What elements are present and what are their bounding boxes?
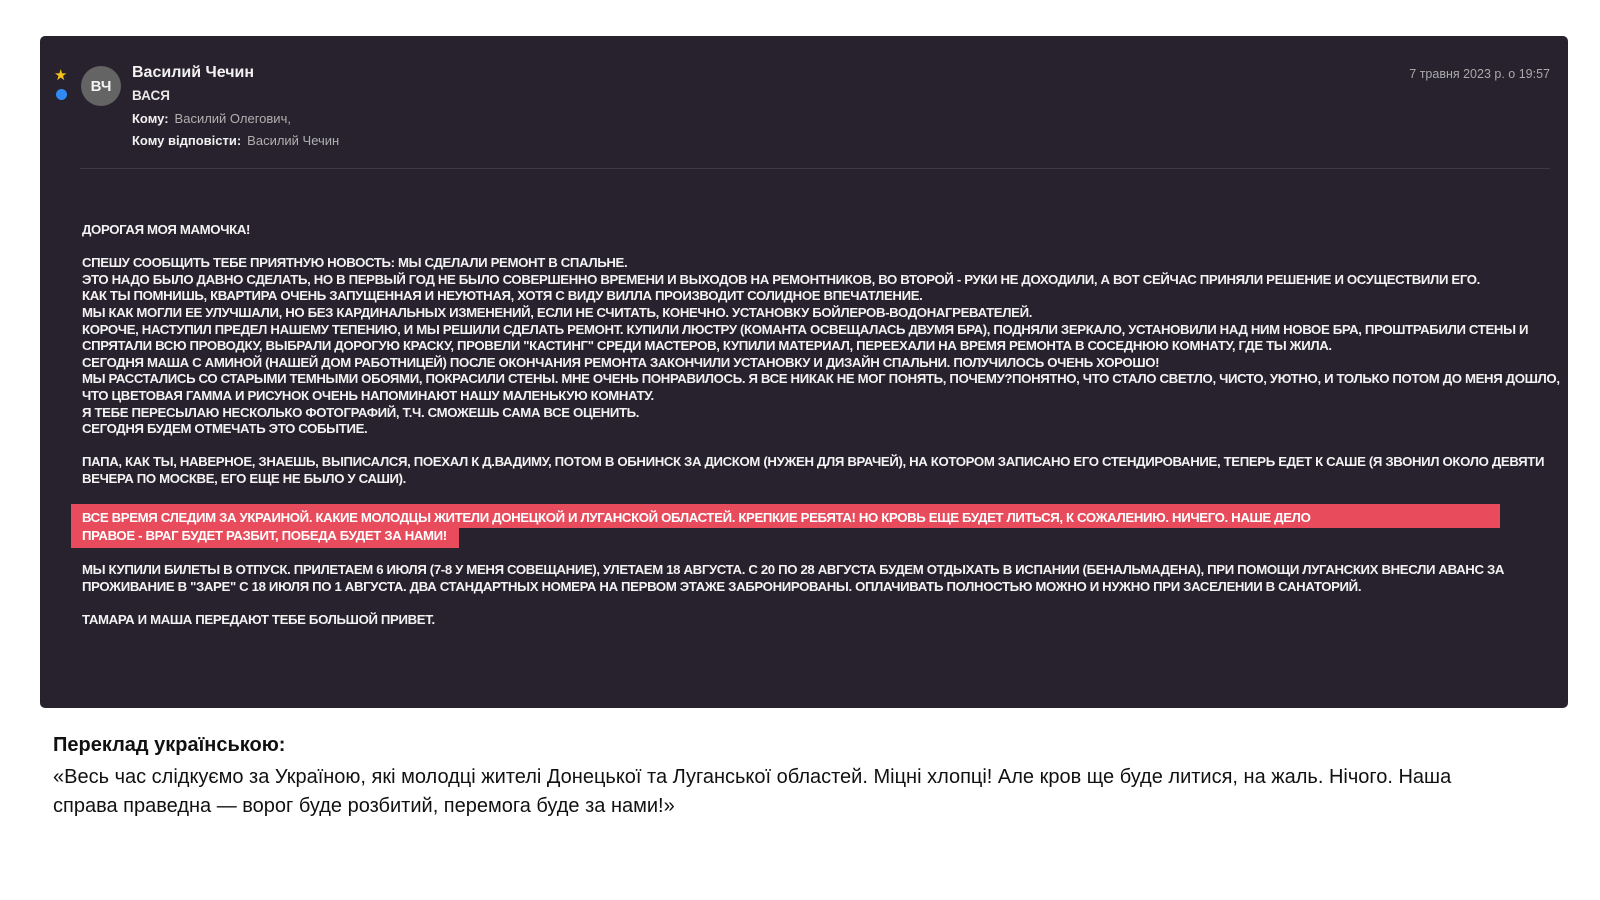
highlighted-passage — [71, 504, 1560, 549]
to-row — [132, 111, 339, 126]
message-flags — [54, 68, 70, 100]
star-icon[interactable]: ★ — [54, 67, 68, 84]
to-label: Кому: — [132, 111, 169, 126]
email-date: 7 травня 2023 р. о 19:57 — [1409, 67, 1550, 81]
unread-dot-icon[interactable] — [56, 89, 67, 100]
translation-caption — [53, 734, 1453, 821]
email-window — [40, 36, 1568, 708]
body-line: СЕГОДНЯ БУДЕМ ОТМЕЧАТЬ ЭТО СОБЫТИЕ. — [82, 421, 368, 437]
body-line: СЕГОДНЯ МАША С АМИНОЙ (НАШЕЙ ДОМ РАБОТНИЦЕЙ) ПОСЛЕ ОКОНЧАНИЯ РЕМОНТА ЗАКОНЧИЛИ УСТАНОВКУ И ДИЗАЙН СПАЛЬНИ. ПОЛУЧИЛОСЬ ОЧЕНЬ ХОРОШО! — [82, 354, 1160, 370]
reply-to-row — [132, 133, 339, 148]
closing-line: ТАМАРА И МАША ПЕРЕДАЮТ ТЕБЕ БОЛЬШОЙ ПРИВЕТ. — [82, 611, 435, 627]
body-line: Я ТЕБЕ ПЕРЕСЫЛАЮ НЕСКОЛЬКО ФОТОГРАФИЙ, Т.Ч. СМОЖЕШЬ САМА ВСЕ ОЦЕНИТЬ. — [82, 404, 640, 420]
body-line: МЫ КАК МОГЛИ ЕЕ УЛУЧШАЛИ, НО БЕЗ КАРДИНАЛЬНЫХ ИЗМЕНЕНИЙ, ЕСЛИ НЕ СЧИТАТЬ, КОНЕЧНО. УСТАНОВКУ БОЙЛЕРОВ-ВОДОНАГРЕВАТЕЛЕЙ. — [82, 304, 1033, 320]
avatar: ВЧ — [81, 66, 121, 106]
header-divider — [80, 168, 1550, 169]
reply-to-recipient[interactable]: Василий Чечин — [247, 133, 340, 148]
body-line: ЭТО НАДО БЫЛО ДАВНО СДЕЛАТЬ, НО В ПЕРВЫЙ ГОД НЕ БЫЛО СОВЕРШЕННО ВРЕМЕНИ И ВЫХОДОВ НА РЕМОНТНИКОВ, ВО ВТОРОЙ - РУКИ НЕ ДОХОДИЛИ, А ВОТ СЕЙЧАС ПРИНЯЛИ РЕШЕНИЕ И ОСУЩЕСТВИЛИ ЕГО. — [82, 271, 1480, 287]
reply-to-label: Кому відповісти: — [132, 133, 242, 148]
email-header — [132, 64, 339, 148]
email-body — [82, 222, 1560, 628]
body-line: КАК ТЫ ПОМНИШЬ, КВАРТИРА ОЧЕНЬ ЗАПУЩЕННАЯ И НЕУЮТНАЯ, ХОТЯ С ВИДУ ВИЛЛА ПРОИЗВОДИТ СОЛИДНОЕ ВПЕЧАТЛЕНИЕ. — [82, 288, 923, 304]
highlight-line: ПРАВОЕ - ВРАГ БУДЕТ РАЗБИТ, ПОБЕДА БУДЕТ ЗА НАМИ! — [71, 528, 459, 549]
body-paragraph: ПАПА, КАК ТЫ, НАВЕРНОЕ, ЗНАЕШЬ, ВЫПИСАЛСЯ, ПОЕХАЛ К Д.ВАДИМУ, ПОТОМ В ОБНИНСК ЗА ДИСКОМ (НУЖЕН ДЛЯ ВРАЧЕЙ), НА КОТОРОМ ЗАПИСАНО ЕГО СТЕНДИРОВАНИЕ, ТЕПЕРЬ ЕДЕТ К САШЕ (Я ЗВОНИЛ ОКОЛО ДЕВЯТИ ВЕЧЕРА ПО МОСКВЕ, ЕГО ЕЩЕ НЕ БЫЛО У САШИ). — [82, 454, 1545, 486]
body-line: МЫ РАССТАЛИСЬ СО СТАРЫМИ ТЕМНЫМИ ОБОЯМИ, ПОКРАСИЛИ СТЕНЫ. МНЕ ОЧЕНЬ ПОНРАВИЛОСЬ. Я ВСЕ НИКАК НЕ МОГ ПОНЯТЬ, ПОЧЕМУ?ПОНЯТНО, ЧТО СТАЛО СВЕТЛО, ЧИСТО, УЮТНО, И ТОЛЬКО ПОТОМ ДО МЕНЯ ДОШЛО, ЧТО ЦВЕТОВАЯ ГАММА И РИСУНОК ОЧЕНЬ НАПОМИНАЮТ НАШУ МАЛЕНЬКУЮ КОМНАТУ. — [82, 371, 1560, 403]
body-line: КОРОЧЕ, НАСТУПИЛ ПРЕДЕЛ НАШЕМУ ТЕПЕНИЮ, И МЫ РЕШИЛИ СДЕЛАТЬ РЕМОНТ. КУПИЛИ ЛЮСТРУ (КОМАНТА ОСВЕЩАЛАСЬ ДВУМЯ БРА), ПОДНЯЛИ ЗЕРКАЛО, УСТАНОВИЛИ НАД НИМ НОВОЕ БРА, ПРОШТРАБИЛИ СТЕНЫ И СПРЯТАЛИ ВСЮ ПРОВОДКУ, ВЫБРАЛИ ДОРОГУЮ КРАСКУ, ПРОВЕЛИ "КАСТИНГ" СРЕДИ МАСТЕРОВ, КУПИЛИ МАТЕРИАЛ, ПЕРЕЕХАЛИ НА ВРЕМЯ РЕМОНТА В СОСЕДНЮЮ КОМНАТУ, ГДЕ ТЫ ЖИЛА. — [82, 321, 1529, 354]
body-paragraph: МЫ КУПИЛИ БИЛЕТЫ В ОТПУСК. ПРИЛЕТАЕМ 6 ИЮЛЯ (7-8 У МЕНЯ СОВЕЩАНИЕ), УЛЕТАЕМ 18 АВГУСТА. С 20 ПО 28 АВГУСТА БУДЕМ ОТДЫХАТЬ В ИСПАНИИ (БЕНАЛЬМАДЕНА), ПРИ ПОМОЩИ ЛУГАНСКИХ ВНЕСЛИ АВАНС ЗА ПРОЖИВАНИЕ В "ЗАРЕ" С 18 ИЮЛЯ ПО 1 АВГУСТА. ДВА СТАНДАРТНЫХ НОМЕРА НА ПЕРВОМ ЭТАЖЕ ЗАБРОНИРОВАНЫ. ОПЛАЧИВАТЬ ПОЛНОСТЬЮ МОЖНО И НУЖНО ПРИ ЗАСЕЛЕНИИ В САНАТОРИЙ. — [82, 562, 1505, 594]
caption-text: «Весь час слідкуємо за Україною, які молодці жителі Донецької та Луганської областей. Міцні хлопці! Але кров ще буде литися, на жаль. Нічого. Наша справа праведна — ворог буде розбитий, перемога буде за нами!» — [53, 766, 1452, 817]
sender-name[interactable]: Василий Чечин — [132, 64, 254, 81]
greeting: ДОРОГАЯ МОЯ МАМОЧКА! — [82, 222, 251, 237]
to-recipient[interactable]: Василий Олегович, — [174, 111, 291, 126]
highlight-line: ВСЕ ВРЕМЯ СЛЕДИМ ЗА УКРАИНОЙ. КАКИЕ МОЛОДЦЫ ЖИТЕЛИ ДОНЕЦКОЙ И ЛУГАНСКОЙ ОБЛАСТЕЙ. КРЕПКИЕ РЕБЯТА! НО КРОВЬ ЕЩЕ БУДЕТ ЛИТЬСЯ, К СОЖАЛЕНИЮ. НИЧЕГО. НАШЕ ДЕЛО — [71, 504, 1500, 528]
caption-title: Переклад українською: — [53, 734, 286, 756]
body-line: СПЕШУ СООБЩИТЬ ТЕБЕ ПРИЯТНУЮ НОВОСТЬ: МЫ СДЕЛАЛИ РЕМОНТ В СПАЛЬНЕ. — [82, 255, 628, 271]
email-subject: ВАСЯ — [132, 88, 170, 103]
